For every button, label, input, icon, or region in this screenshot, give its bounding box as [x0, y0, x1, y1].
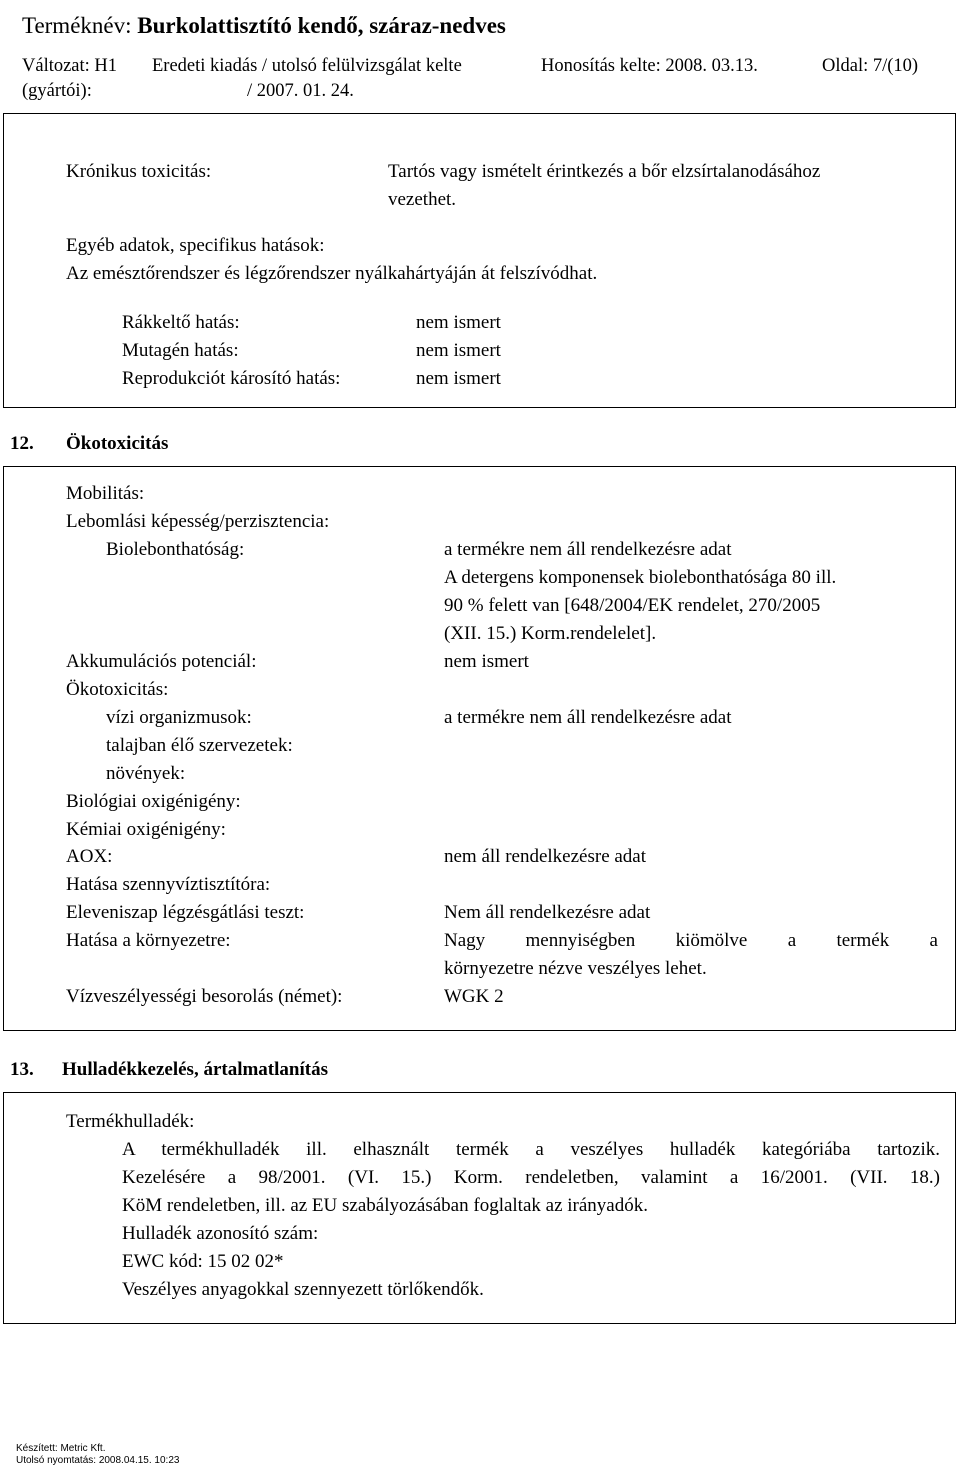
section-12-title: Ökotoxicitás	[66, 433, 169, 454]
sludge-label: Eleveniszap légzésgátlási teszt:	[66, 902, 305, 923]
env-value-1: Nagy mennyiségben kiömölve a termék a	[444, 930, 938, 951]
page-number: Oldal: 7/(10)	[822, 56, 919, 76]
effect-value-reproductive: nem ismert	[416, 368, 501, 389]
env-value-2: környezetre nézve veszélyes lehet.	[444, 958, 707, 979]
waste-label: Termékhulladék:	[66, 1111, 195, 1132]
accum-value: nem ismert	[444, 651, 529, 672]
degradability-label: Lebomlási képesség/perzisztencia:	[66, 511, 330, 532]
biodeg-label: Biolebonthatóság:	[106, 539, 245, 560]
soil-label: talajban élő szervezetek:	[106, 735, 293, 756]
chronic-value-1: Tartós vagy ismételt érintkezés a bőr elzsírtalanodásához	[388, 161, 821, 182]
aquatic-value: a termékre nem áll rendelkezésre adat	[444, 707, 732, 728]
effect-value-carcinogenic: nem ismert	[416, 312, 501, 333]
effect-label-carcinogenic: Rákkeltő hatás:	[122, 312, 240, 333]
ecotox-label: Ökotoxicitás:	[66, 679, 169, 700]
issue-label-1: Eredeti kiadás / utolsó felülvizsgálat kelte	[152, 56, 462, 76]
env-label: Hatása a környezetre:	[66, 930, 231, 951]
product-label: Terméknév:	[22, 13, 132, 38]
section-13-number: 13.	[10, 1059, 34, 1080]
aquatic-label: vízi organizmusok:	[106, 707, 252, 728]
wwtp-label: Hatása szennyvíztisztítóra:	[66, 874, 271, 895]
chronic-value-2: vezethet.	[388, 189, 457, 210]
waste-line-5: EWC kód: 15 02 02*	[122, 1251, 284, 1272]
other-text: Az emésztőrendszer és légzőrendszer nyálkahártyáján át felszívódhat.	[66, 263, 598, 284]
aox-value: nem áll rendelkezésre adat	[444, 846, 647, 867]
waste-line-1: A termékhulladék ill. elhasznált termék a veszélyes hulladék kategóriába tartozik.	[122, 1139, 940, 1160]
bod-label: Biológiai oxigénigény:	[66, 791, 241, 812]
effect-label-reproductive: Reprodukciót károsító hatás:	[122, 368, 341, 389]
cod-label: Kémiai oxigénigény:	[66, 819, 226, 840]
accum-label: Akkumulációs potenciál:	[66, 651, 257, 672]
other-label: Egyéb adatok, specifikus hatások:	[66, 235, 325, 256]
footer-made-by: Készített: Metric Kft.	[16, 1443, 106, 1454]
wgk-value: WGK 2	[444, 986, 504, 1007]
biodeg-value-3: 90 % felett van [648/2004/EK rendelet, 270/2005	[444, 595, 821, 616]
waste-line-6: Veszélyes anyagokkal szennyezett törlőkendők.	[122, 1279, 484, 1300]
biodeg-value-1: a termékre nem áll rendelkezésre adat	[444, 539, 732, 560]
aox-label: AOX:	[66, 846, 113, 867]
sludge-value: Nem áll rendelkezésre adat	[444, 902, 651, 923]
effect-value-mutagenic: nem ismert	[416, 340, 501, 361]
section-13-title: Hulladékkezelés, ártalmatlanítás	[62, 1059, 328, 1080]
mobility-label: Mobilitás:	[66, 483, 145, 504]
document-title	[22, 12, 506, 40]
waste-line-3: KöM rendeletben, ill. az EU szabályozásában foglaltak az irányadók.	[122, 1195, 648, 1216]
issue-label-2: (gyártói):	[22, 81, 92, 101]
effect-label-mutagenic: Mutagén hatás:	[122, 340, 239, 361]
version: Változat: H1	[22, 56, 118, 76]
biodeg-value-4: (XII. 15.) Korm.rendelelet].	[444, 623, 657, 644]
section-12-number: 12.	[10, 433, 34, 454]
plants-label: növények:	[106, 763, 186, 784]
waste-line-4: Hulladék azonosító szám:	[122, 1223, 319, 1244]
biodeg-value-2: A detergens komponensek biolebonthatósága 80 ill.	[444, 567, 837, 588]
waste-line-2: Kezelésére a 98/2001. (VI. 15.) Korm. rendeletben, valamint a 16/2001. (VII. 18.)	[122, 1167, 940, 1188]
localized-date: Honosítás kelte: 2008. 03.13.	[541, 56, 758, 76]
chronic-label: Krónikus toxicitás:	[66, 161, 212, 182]
issue-date: / 2007. 01. 24.	[247, 81, 354, 101]
wgk-label: Vízveszélyességi besorolás (német):	[66, 986, 343, 1007]
footer-printed: Utolsó nyomtatás: 2008.04.15. 10:23	[16, 1455, 180, 1466]
product-name: Burkolattisztító kendő, száraz-nedves	[137, 13, 506, 38]
